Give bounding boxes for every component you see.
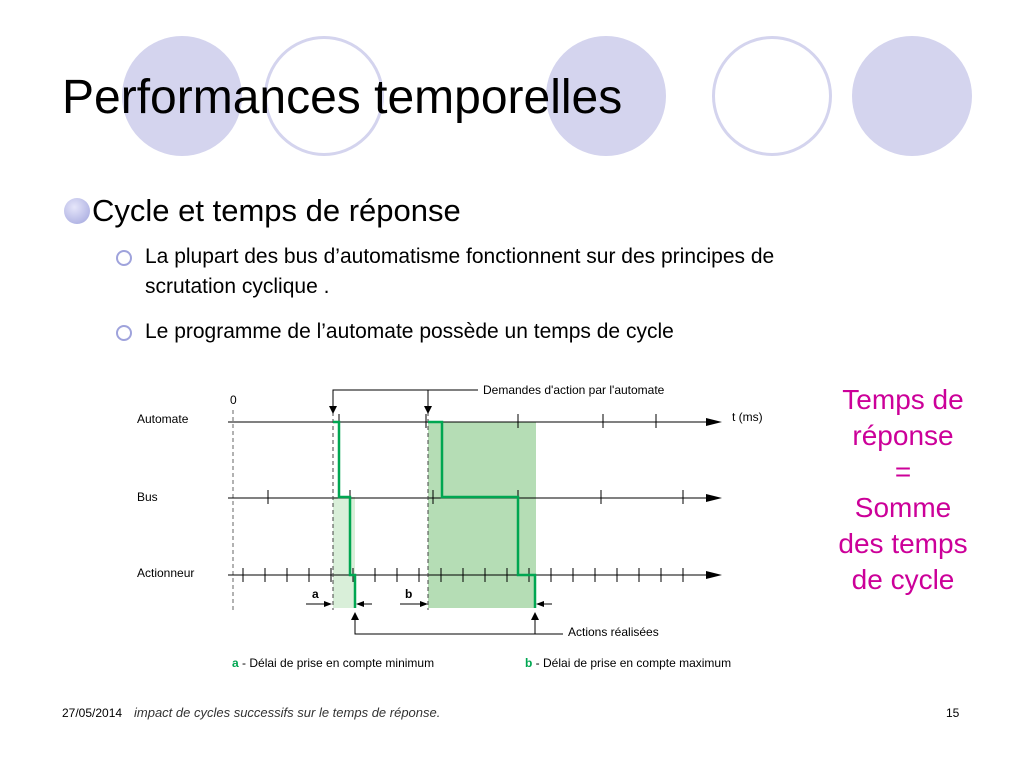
row-label-bus: Bus	[137, 490, 158, 504]
row-label-actionneur: Actionneur	[137, 566, 195, 580]
side-note-line: Temps de	[842, 384, 964, 415]
top-annotation: Demandes d'action par l'automate	[483, 383, 665, 397]
time-axis-label: t (ms)	[732, 410, 763, 424]
arrow-right-icon	[706, 494, 722, 502]
bullet-ring-icon	[116, 325, 132, 341]
legend-b-key: b	[525, 656, 533, 670]
side-note-line: Somme	[854, 492, 952, 523]
bottom-annotation: Actions réalisées	[568, 625, 659, 639]
arrow-left-icon	[536, 601, 544, 607]
annotation-bracket	[333, 390, 478, 412]
arrow-down-icon	[329, 406, 337, 414]
bullet-level2: La plupart des bus d’automatisme fonctionnent sur des principes de scrutation cyclique .	[145, 245, 775, 298]
row-label-automate: Automate	[137, 412, 189, 426]
arrow-right-icon	[420, 601, 428, 607]
legend-b-text: - Délai de prise en compte maximum	[532, 656, 732, 670]
bullet-level1: Cycle et temps de réponse	[92, 193, 461, 228]
decor-circle-filled	[852, 36, 972, 156]
bullet-level2: Le programme de l’automate possède un temps de cycle	[145, 320, 674, 343]
legend-a	[232, 656, 434, 670]
arrow-up-icon	[351, 612, 359, 620]
origin-label: 0	[230, 393, 237, 407]
arrow-left-icon	[356, 601, 364, 607]
footer-date: 27/05/2014	[62, 706, 123, 720]
delay-b-area	[428, 422, 536, 608]
decor-circle-ring	[712, 36, 832, 156]
side-note-line: de cycle	[851, 564, 955, 595]
timing-diagram	[128, 372, 788, 678]
delay-a-area	[333, 497, 355, 608]
side-note-line: réponse	[852, 420, 954, 451]
page-number: 15	[946, 706, 960, 720]
arrow-down-icon	[424, 406, 432, 414]
bullet-dot-icon	[64, 198, 90, 224]
legend-a-key: a	[232, 656, 239, 670]
arrow-right-icon	[706, 418, 722, 426]
legend-a-text: - Délai de prise en compte minimum	[238, 656, 435, 670]
bullet-ring-icon	[116, 250, 132, 266]
side-note	[808, 382, 998, 598]
actionneur-ticks	[243, 568, 683, 582]
legend-b	[525, 656, 731, 670]
side-note-line: des temps	[838, 528, 968, 559]
side-note-line: =	[894, 456, 912, 487]
footer-caption: impact de cycles successifs sur le temps de réponse.	[134, 705, 441, 720]
arrow-right-icon	[324, 601, 332, 607]
marker-a: a	[312, 587, 319, 601]
arrow-right-icon	[706, 571, 722, 579]
marker-b: b	[405, 587, 413, 601]
arrow-up-icon	[531, 612, 539, 620]
slide-title: Performances temporelles	[62, 71, 623, 124]
